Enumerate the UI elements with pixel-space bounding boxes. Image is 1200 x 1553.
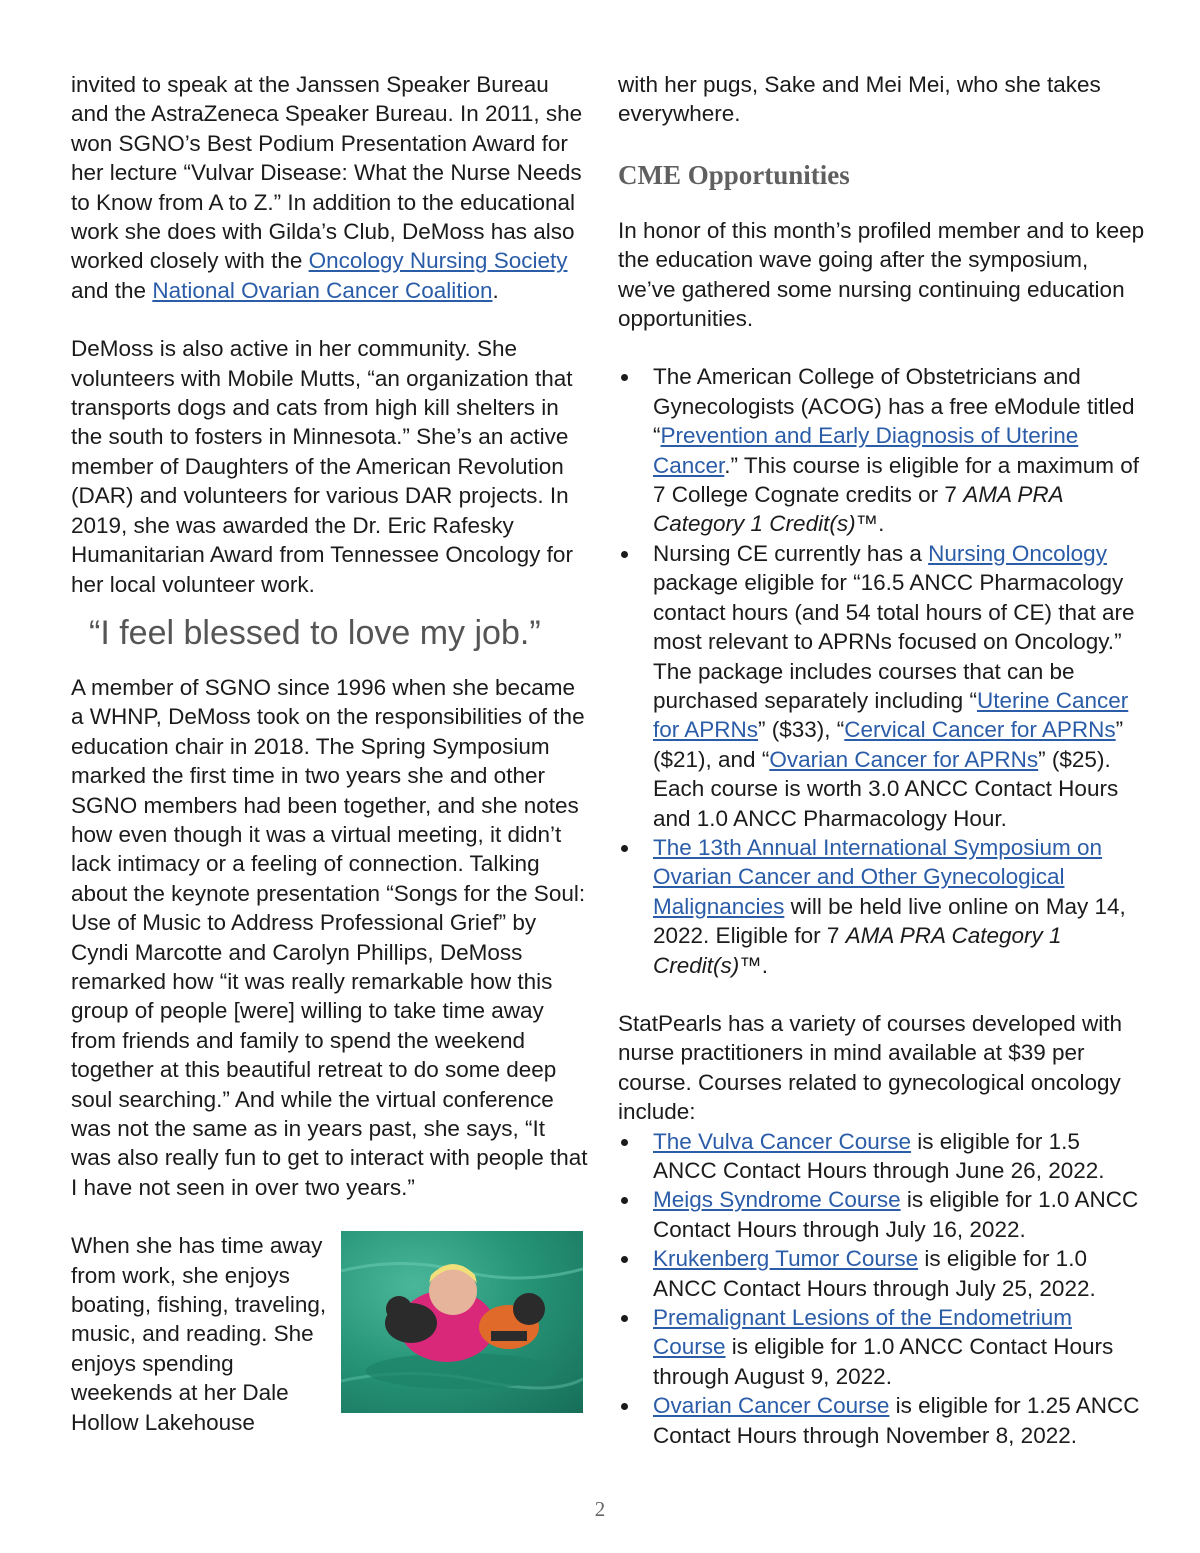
left-column <box>71 70 591 1471</box>
list-item-course: Krukenberg Tumor Course is eligible for 1.0 ANCC Contact Hours through July 25, 2022. <box>618 1244 1146 1303</box>
list-item-course: Premalignant Lesions of the Endometrium Course is eligible for 1.0 ANCC Contact Hours through August 9, 2022. <box>618 1303 1146 1391</box>
nursing-oncology-link[interactable]: Nursing Oncology <box>928 540 1107 566</box>
paragraph-hobbies: When she has time away from work, she enjoys boating, fishing, traveling, music, and reading. She enjoys spending weekends at her Dale Hollow Lakehouse <box>71 1233 327 1435</box>
paragraph-sgno-member: A member of SGNO since 1996 when she became a WHNP, DeMoss took on the responsibilities of the education chair in 2018. The Spring Symposium marked the first time in two years she and other SGNO members had been together, and she notes how even though it was a virtual meeting, it didn’t lack intimacy or a feeling of connection. Talking about the keynote presentation “Songs for the Soul: Use of Music to Address Professional Grief” by Cyndi Marcotte and Carolyn Phillips, DeMoss remarked how “it was really remarkable how this group of people [were] willing to take time away from friends and family to spend the weekend together at this beautiful retreat to do some deep soul searching.” And while the virtual conference was not the same as in years past, she says, “It was also really fun to get to interact with people that I have not seen in over two years.” <box>71 674 588 1200</box>
premalignant-lesions-course-link[interactable]: Premalignant Lesions of the Endometrium Course <box>653 1305 1072 1360</box>
cervical-cancer-aprns-link[interactable]: Cervical Cancer for APRNs <box>844 717 1116 743</box>
statpearls-course-list <box>618 1127 1146 1450</box>
national-ovarian-cancer-coalition-link[interactable]: National Ovarian Cancer Coalition <box>152 277 493 303</box>
symposium-link[interactable]: The 13th Annual International Symposium on Ovarian Cancer and Other Gynecological Malignancies <box>653 834 1103 919</box>
list-item-symposium: The 13th Annual International Symposium on Ovarian Cancer and Other Gynecological Malignancies will be held live online on May 14, 2022. Eligible for 7 AMA PRA Category 1 Credit(s)™. <box>618 833 1146 980</box>
photo-lake-with-pugs <box>341 1231 583 1413</box>
list-item-course: The Vulva Cancer Course is eligible for 1.5 ANCC Contact Hours through June 26, 2022. <box>618 1127 1146 1186</box>
pull-quote: “I feel blessed to love my job.” <box>89 613 541 652</box>
right-column <box>618 70 1146 1450</box>
ovarian-cancer-course-link[interactable]: Ovarian Cancer Course <box>653 1393 890 1419</box>
list-item-acog: The American College of Obstetricians and Gynecologists (ACOG) has a free eModule titled “Prevention and Early Diagnosis of Uterine Cancer.” This course is eligible for a maximum of 7 College Cognate credits or 7 AMA PRA Category 1 Credit(s)™. <box>618 362 1146 538</box>
list-item-course: Ovarian Cancer Course is eligible for 1.25 ANCC Contact Hours through November 8, 2022. <box>618 1391 1146 1450</box>
page-number: 2 <box>594 1497 606 1521</box>
cme-heading: CME Opportunities <box>618 159 850 190</box>
list-item-course: Meigs Syndrome Course is eligible for 1.0 ANCC Contact Hours through July 16, 2022. <box>618 1185 1146 1244</box>
paragraph-community: DeMoss is also active in her community. She volunteers with Mobile Mutts, “an organization that transports dogs and cats from high kill shelters in the south to fosters in Minnesota.” She’s an active member of Daughters of the American Revolution (DAR) and volunteers for various DAR projects. In 2019, she was awarded the Dr. Eric Rafesky Humanitarian Award from Tennessee Oncology for her local volunteer work. <box>71 336 573 597</box>
meigs-syndrome-course-link[interactable]: Meigs Syndrome Course <box>653 1187 901 1213</box>
vulva-cancer-course-link[interactable]: The Vulva Cancer Course <box>653 1128 912 1154</box>
photo-illustration <box>341 1231 583 1413</box>
list-item-nursing-ce: Nursing CE currently has a Nursing Oncology package eligible for “16.5 ANCC Pharmacology contact hours (and 54 total hours of CE) that are most relevant to APRNs focused on Oncology.” The package includes courses that can be purchased separately including “Uterine Cancer for APRNs” ($33), “Cervical Cancer for APRNs” ($21), and “Ovarian Cancer for APRNs” ($25). Each course is worth 3.0 ANCC Contact Hours and 1.0 ANCC Pharmacology Hour. <box>618 539 1146 833</box>
ovarian-cancer-aprns-link[interactable]: Ovarian Cancer for APRNs <box>769 746 1039 772</box>
oncology-nursing-society-link[interactable]: Oncology Nursing Society <box>308 248 568 274</box>
paragraph-cme-intro: In honor of this month’s profiled member and to keep the education wave going after the symposium, we’ve gathered some nursing continuing education opportunities. <box>618 217 1145 332</box>
paragraph-statpearls: StatPearls has a variety of courses developed with nurse practitioners in mind available at $39 per course. Courses related to gynecological oncology include: <box>618 1010 1123 1125</box>
paragraph-pugs: with her pugs, Sake and Mei Mei, who she takes everywhere. <box>618 72 1101 127</box>
cme-list <box>618 362 1146 980</box>
uterine-cancer-prevention-link[interactable]: Prevention and Early Diagnosis of Uterine Cancer <box>653 423 1079 478</box>
krukenberg-tumor-course-link[interactable]: Krukenberg Tumor Course <box>653 1246 919 1272</box>
paragraph-speaker-bureau: invited to speak at the Janssen Speaker Bureau and the AstraZeneca Speaker Bureau. In 2011, she won SGNO’s Best Podium Presentation Award for her lecture “Vulvar Disease: What the Nurse Needs to Know from A to Z.” In addition to the educational work she does with Gilda’s Club, DeMoss has also worked closely with the Oncology Nursing Society and the National Ovarian Cancer Coalition. <box>71 72 583 303</box>
uterine-cancer-aprns-link[interactable]: Uterine Cancer for APRNs <box>653 687 1129 743</box>
hobbies-section <box>71 1231 591 1471</box>
